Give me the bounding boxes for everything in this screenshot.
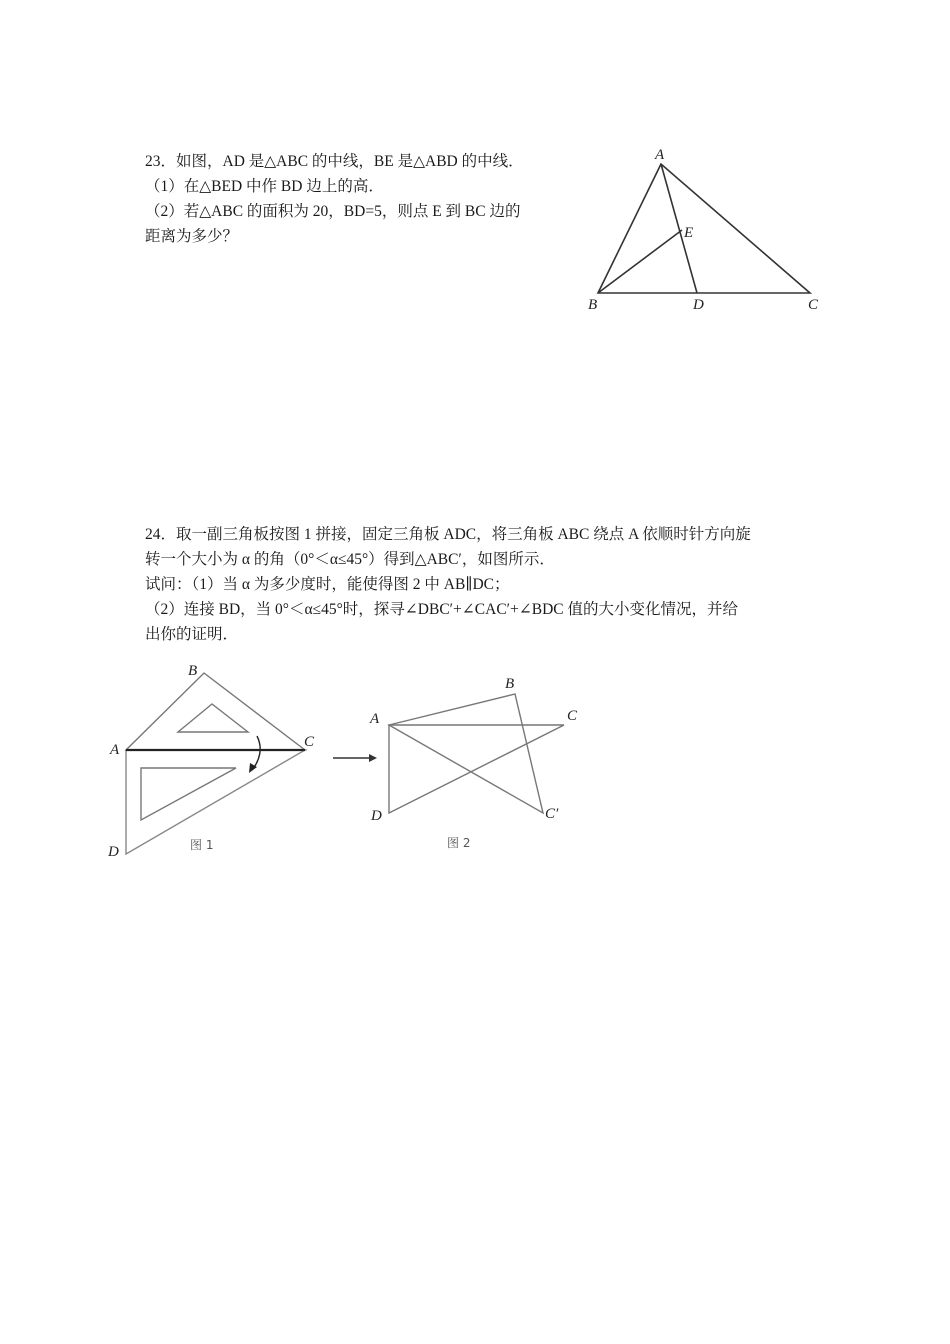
q23-line-4: 距离为多少？ <box>145 228 239 245</box>
q23-line-1: 23．如图，AD 是△ABC 的中线，BE 是△ABD 的中线． <box>145 153 524 170</box>
q24-figure-2 <box>360 670 600 860</box>
q23-label-a: A <box>655 147 665 163</box>
q24-line-2: 转一个大小为 α 的角（0°＜α≤45°）得到△ABC′，如图所示． <box>145 551 555 568</box>
q24-line-5: 出你的证明． <box>145 626 239 643</box>
q23-label-e: E <box>684 225 694 241</box>
q24-line-4: （2）连接 BD，当 0°＜α≤45°时，探寻∠DBC′+∠CAC′+∠BDC 值的大小变化情况，并给 <box>145 601 739 618</box>
q23-label-c: C <box>808 297 819 313</box>
fig2-label-c: C <box>567 708 578 724</box>
fig1-label-b: B <box>188 663 198 679</box>
fig1-label-d: D <box>108 844 119 860</box>
fig2-label-a: A <box>370 711 380 727</box>
q23-triangle-figure <box>580 140 830 320</box>
q23-label-b: B <box>588 297 598 313</box>
q24-line-3: 试问：（1）当 α 为多少度时，能使得图 2 中 AB∥DC； <box>145 576 510 593</box>
fig2-label-d: D <box>371 808 382 824</box>
fig2-label-b: B <box>505 676 515 692</box>
q23-line-3: （2）若△ABC 的面积为 20，BD=5，则点 E 到 BC 边的 <box>145 203 521 220</box>
q24-figure-1 <box>100 660 330 870</box>
fig1-label-c: C <box>304 734 315 750</box>
q24-line-1: 24．取一副三角板按图 1 拼接，固定三角板 ADC，将三角板 ABC 绕点 A 依顺时针方向旋 <box>145 526 751 543</box>
fig2-caption: 图 2 <box>447 836 471 850</box>
fig2-label-c-prime: C′ <box>545 806 559 822</box>
fig1-caption: 图 1 <box>190 838 214 852</box>
fig1-label-a: A <box>110 742 120 758</box>
q23-line-2: （1）在△BED 中作 BD 边上的高． <box>145 178 384 195</box>
q23-label-d: D <box>693 297 704 313</box>
